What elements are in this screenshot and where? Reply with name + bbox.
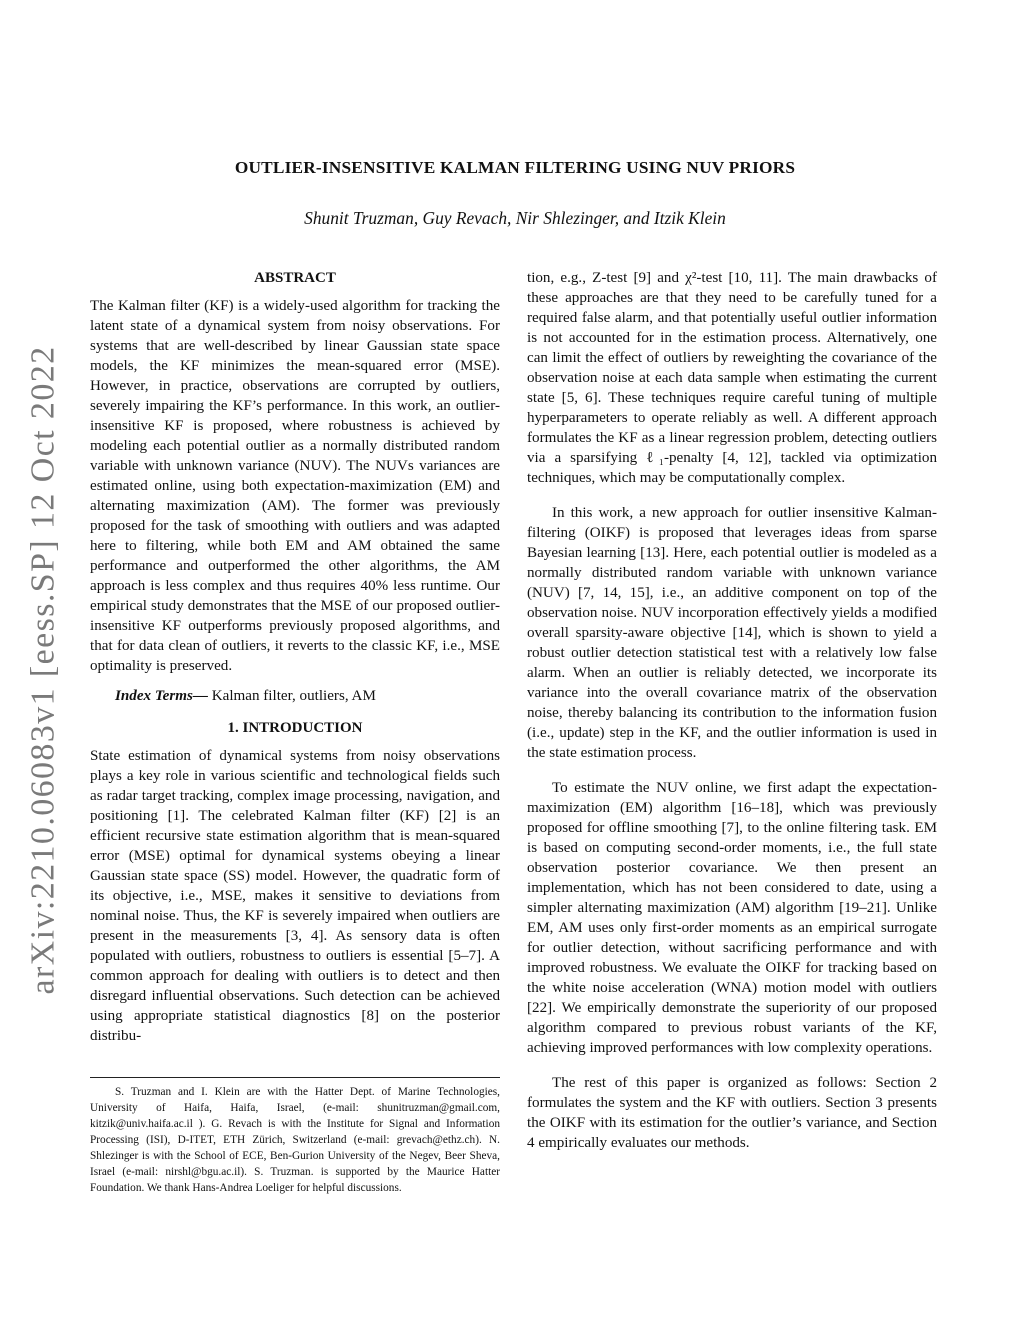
intro-paragraph-2: In this work, a new approach for outlier insensitive Kalman-filtering (OIKF) is proposed that leverages ideas from sparse Bayesian learning [13]. Here, each potential outlier is modeled as a normally distributed random variable with unknown variance (NUV) [7, 14, 15], i.e., an additive component on top of the observation noise. NUV incorporation effectively yields a modified overall sparsity-aware objective [14], which is shown to yield a robust outlier detection statistical test with a relatively low false alarm. When an outlier is reliably detected, we incorporate its variance into the overall covariance matrix of the observation noise, thereby balancing its contribution to the information fusion (i.e., update) step in the KF, and the outlier information is used in the state estimation process. [527,505,937,761]
arxiv-watermark [22,345,66,995]
index-terms-text: Kalman filter, outliers, AM [207,688,376,704]
intro-paragraph-3: To estimate the NUV online, we first adapt the expectation-maximization (EM) algorithm [16–18], which was previously proposed for offline smoothing [7], to the online filtering task. EM is based on computing second-order moments, i.e., the full state observation posterior covariance. We then present an implementation, which has not been considered to date, using a simpler alternating maximization (AM) algorithm [19–21]. Unlike EM, AM uses only first-order moments as an empirical surrogate for outlier detection, without sacrificing performance and with improved robustness. We evaluate the OIKF for tracking based on the white noise acceleration (WNA) motion model with outliers [22]. We empirically demonstrate the superiority of our proposed algorithm compared to previous robust variants of the KF, achieving improved performances with low complexity operations. [527,780,937,1056]
paper-title: OUTLIER-INSENSITIVE KALMAN FILTERING USING NUV PRIORS [234,158,796,177]
abstract-heading: ABSTRACT [254,270,336,286]
arxiv-id: arXiv:2210.06083v1 [eess.SP] 12 Oct 2022 [25,345,62,995]
introduction-heading: 1. INTRODUCTION [227,720,363,736]
index-terms-label: Index Terms— [115,688,208,704]
intro-paragraph-1: State estimation of dynamical systems from noisy observations plays a key role in various scientific and technological fields such as radar target tracking, complex image processing, navigation, and positioning [1]. The celebrated Kalman filter (KF) [2] is an efficient recursive state estimation algorithm that is mean-squared error (MSE) optimal for dynamical systems obeying a linear Gaussian state space (SS) model. However, the quadratic form of its objective, i.e., MSE, makes it sensitive to deviations from nominal noise. Thus, the KF is severely impaired when outliers are present in the measurements [3, 4]. As sensory data is often populated with outliers, robustness to outliers is essential [5–7]. A common approach for dealing with outliers is to detect and then disregard influential observations. Such detection can be achieved using appropriate statistical diagnostics [8] on the posterior distribu- [90,748,500,1044]
left-column [90,268,500,1046]
intro-paragraph-1-continued: tion, e.g., Z-test [9] and χ²-test [10, 11]. The main drawbacks of these approaches are that they need to be carefully tuned for a required false alarm, and that potentially useful outlier information is not accounted for in the estimation process. Alternatively, one can limit the effect of outliers by reweighting the covariance of the observation noise at each data sample when estimating the current state [5, 6]. These techniques require careful tuning of multiple hyperparameters to operate reliably as well. A different approach formulates the KF as a linear regression problem, detecting outliers via a sparsifying ℓ₁-penalty [4, 12], tackled via optimization techniques, which may be computationally complex. [527,270,937,486]
right-column [527,268,937,1153]
author-footnote [90,1077,500,1196]
index-terms [90,686,500,706]
footnote-text: S. Truzman and I. Klein are with the Hatter Dept. of Marine Technologies, University of Haifa, Haifa, Israel, (e-mail: shunitruzman@gmail.com, kitzik@univ.haifa.ac.il ). G. Revach is with the Institute for Signal and Information Processing (ISI), D-ITET, ETH Zürich, Switzerland (e-mail: grevach@ethz.ch). N. Shlezinger is with the School of ECE, Ben-Gurion University of the Negev, Beer Sheva, Israel (e-mail: nirshl@bgu.ac.il). S. Truzman. is supported by the Maurice Hatter Foundation. We thank Hans-Andrea Loeliger for helpful discussions. [90,1086,500,1194]
intro-paragraph-4: The rest of this paper is organized as follows: Section 2 formulates the system and the KF with outliers. Section 3 presents the OIKF with its estimation for the outlier’s variance, and Section 4 empirically evaluates our methods. [527,1075,937,1151]
author-list: Shunit Truzman, Guy Revach, Nir Shlezinger, and Itzik Klein [304,208,726,228]
abstract-text: The Kalman filter (KF) is a widely-used algorithm for tracking the latent state of a dynamical system from noisy observations. For systems that are well-described by linear Gaussian state space models, the KF minimizes the mean-squared error (MSE). However, in practice, observations are corrupted by outliers, severely impairing the KF’s performance. In this work, an outlier-insensitive KF is proposed, where robustness is achieved by modeling each potential outlier as a normally distributed random variable with unknown variance (NUV). The NUVs variances are estimated online, using both expectation-maximization (EM) and alternating maximization (AM). The former was previously proposed for the task of smoothing with outliers and was adapted here to filtering, while both EM and AM obtained the same performance and outperformed the other algorithms, the AM approach is less complex and thus requires 40% less runtime. Our empirical study demonstrates that the MSE of our proposed outlier-insensitive KF outperforms previously proposed algorithms, and that for data clean of outliers, it reverts to the classic KF, i.e., MSE optimality is preserved. [90,298,500,674]
